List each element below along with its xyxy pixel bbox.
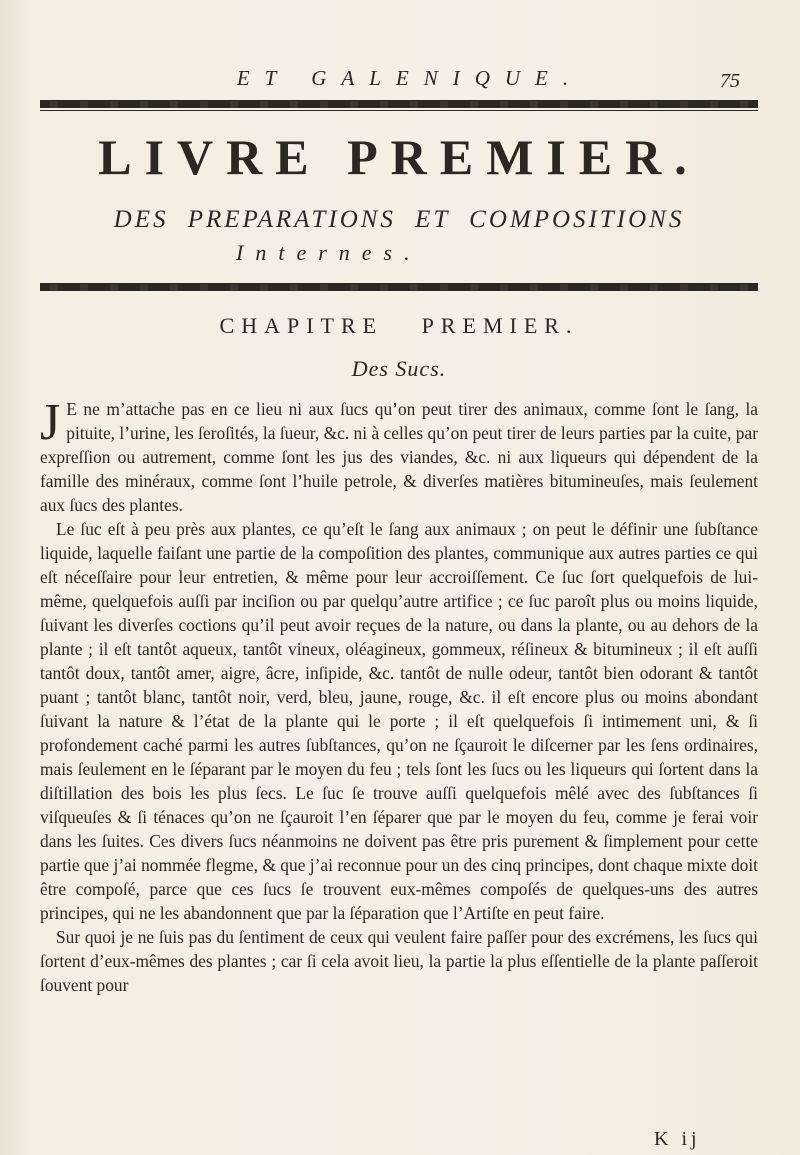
section-rule [40, 283, 758, 291]
paragraph-3: Sur quoi je ne ſuis pas du ſentiment de ceux qui veulent faire paſſer pour des excrémens, les ſucs qui ſortent d’eux-mêmes des plantes ; car ſi cela avoit lieu, la partie la plus eſſentielle de la plante paſſeroit ſouvent pour [40, 927, 758, 995]
section-subtitle: Internes. [236, 240, 422, 265]
signature-mark: K ij [654, 1128, 701, 1150]
running-head: ET GALENIQUE. [236, 66, 584, 90]
header-rule-thin [40, 110, 758, 111]
body-text [40, 394, 758, 997]
section-title: DES PREPARATIONS ET COMPOSITIONS [113, 206, 685, 233]
chapter-title: CHAPITRE PREMIER. [219, 313, 579, 338]
page-number: 75 [720, 70, 740, 92]
header-rule [40, 100, 758, 108]
chapter-subtitle: Des Sucs. [351, 356, 447, 381]
book-title: LIVRE PREMIER. [98, 129, 700, 185]
paragraph-1-text: E ne m’attache pas en ce lieu ni aux ſucs qu’on peut tirer des animaux, comme ſont le ſang, la pituite, l’urine, les ſeroſités, la ſueur, &c. ni à celles qu’on peut tirer de leurs parties par la cuite, par expreſſion ou autrement, comme ſont les jus des viandes, &c. ni aux liqueurs qui dépendent de la famille des minéraux, comme ſont l’huile petrole, & diverſes matières bitumineuſes, mais ſeulement aux ſucs des plantes. [40, 399, 758, 515]
drop-cap: J [40, 394, 61, 451]
paragraph-1 [40, 394, 758, 517]
paragraph-2: Le ſuc eſt à peu près aux plantes, ce qu’eſt le ſang aux animaux ; on peut le définir une ſubſtance liquide, laquelle faiſant une partie de la compoſition des plantes, communique aux autres parties ce qui eſt néceſſaire pour leur entretien, & même pour leur accroiſſement. Ce ſuc ſort quelquefois de lui-même, quelquefois auſſi par inciſion ou par quelqu’autre artifice ; ce ſuc paroît plus ou moins liquide, ſuivant les diverſes coctions qu’il peut avoir reçues de la nature, ou dans la plante, ou au dehors de la plante ; il eſt tantôt aqueux, tantôt vineux, oléagineux, gommeux, réſineux & bitumineux ; il eſt auſſi tantôt doux, tantôt amer, aigre, âcre, inſipide, &c. tantôt de nulle odeur, tantôt bien odorant & tantôt puant ; tantôt blanc, tantôt noir, verd, bleu, jaune, rouge, &c. il eſt encore plus ou moins abondant ſuivant la nature & l’état de la plante qui le porte ; il eſt quelquefois ſi intimement uni, & ſi profondement caché parmi les autres ſubſtances, qu’on ne ſçauroit le diſcerner par les ſens ordinaires, mais ſeulement en le ſéparant par le moyen du feu ; tels ſont les ſucs ou les liqueurs qui ſortent dans la diſtillation des bois les plus ſecs. Le ſuc ſe trouve auſſi quelquefois mêlé avec des ſubſtances ſi viſqueuſes & ſi ténaces qu’on ne ſçauroit l’en ſéparer que par le moyen du feu, comme je ferai voir dans les ſuites. Ces divers ſucs néanmoins ne doivent pas être pris purement & ſimplement pour cette partie que j’ai nommée flegme, & que j’ai reconnue pour un des cinq principes, dont chaque mixte doit être compoſé, parce que ces ſucs ſe trouvent eux-mêmes compoſés de quelques-uns des autres principes, qui ne les abandonnent que par la ſéparation que l’Artiſte en peut faire. [40, 519, 758, 923]
